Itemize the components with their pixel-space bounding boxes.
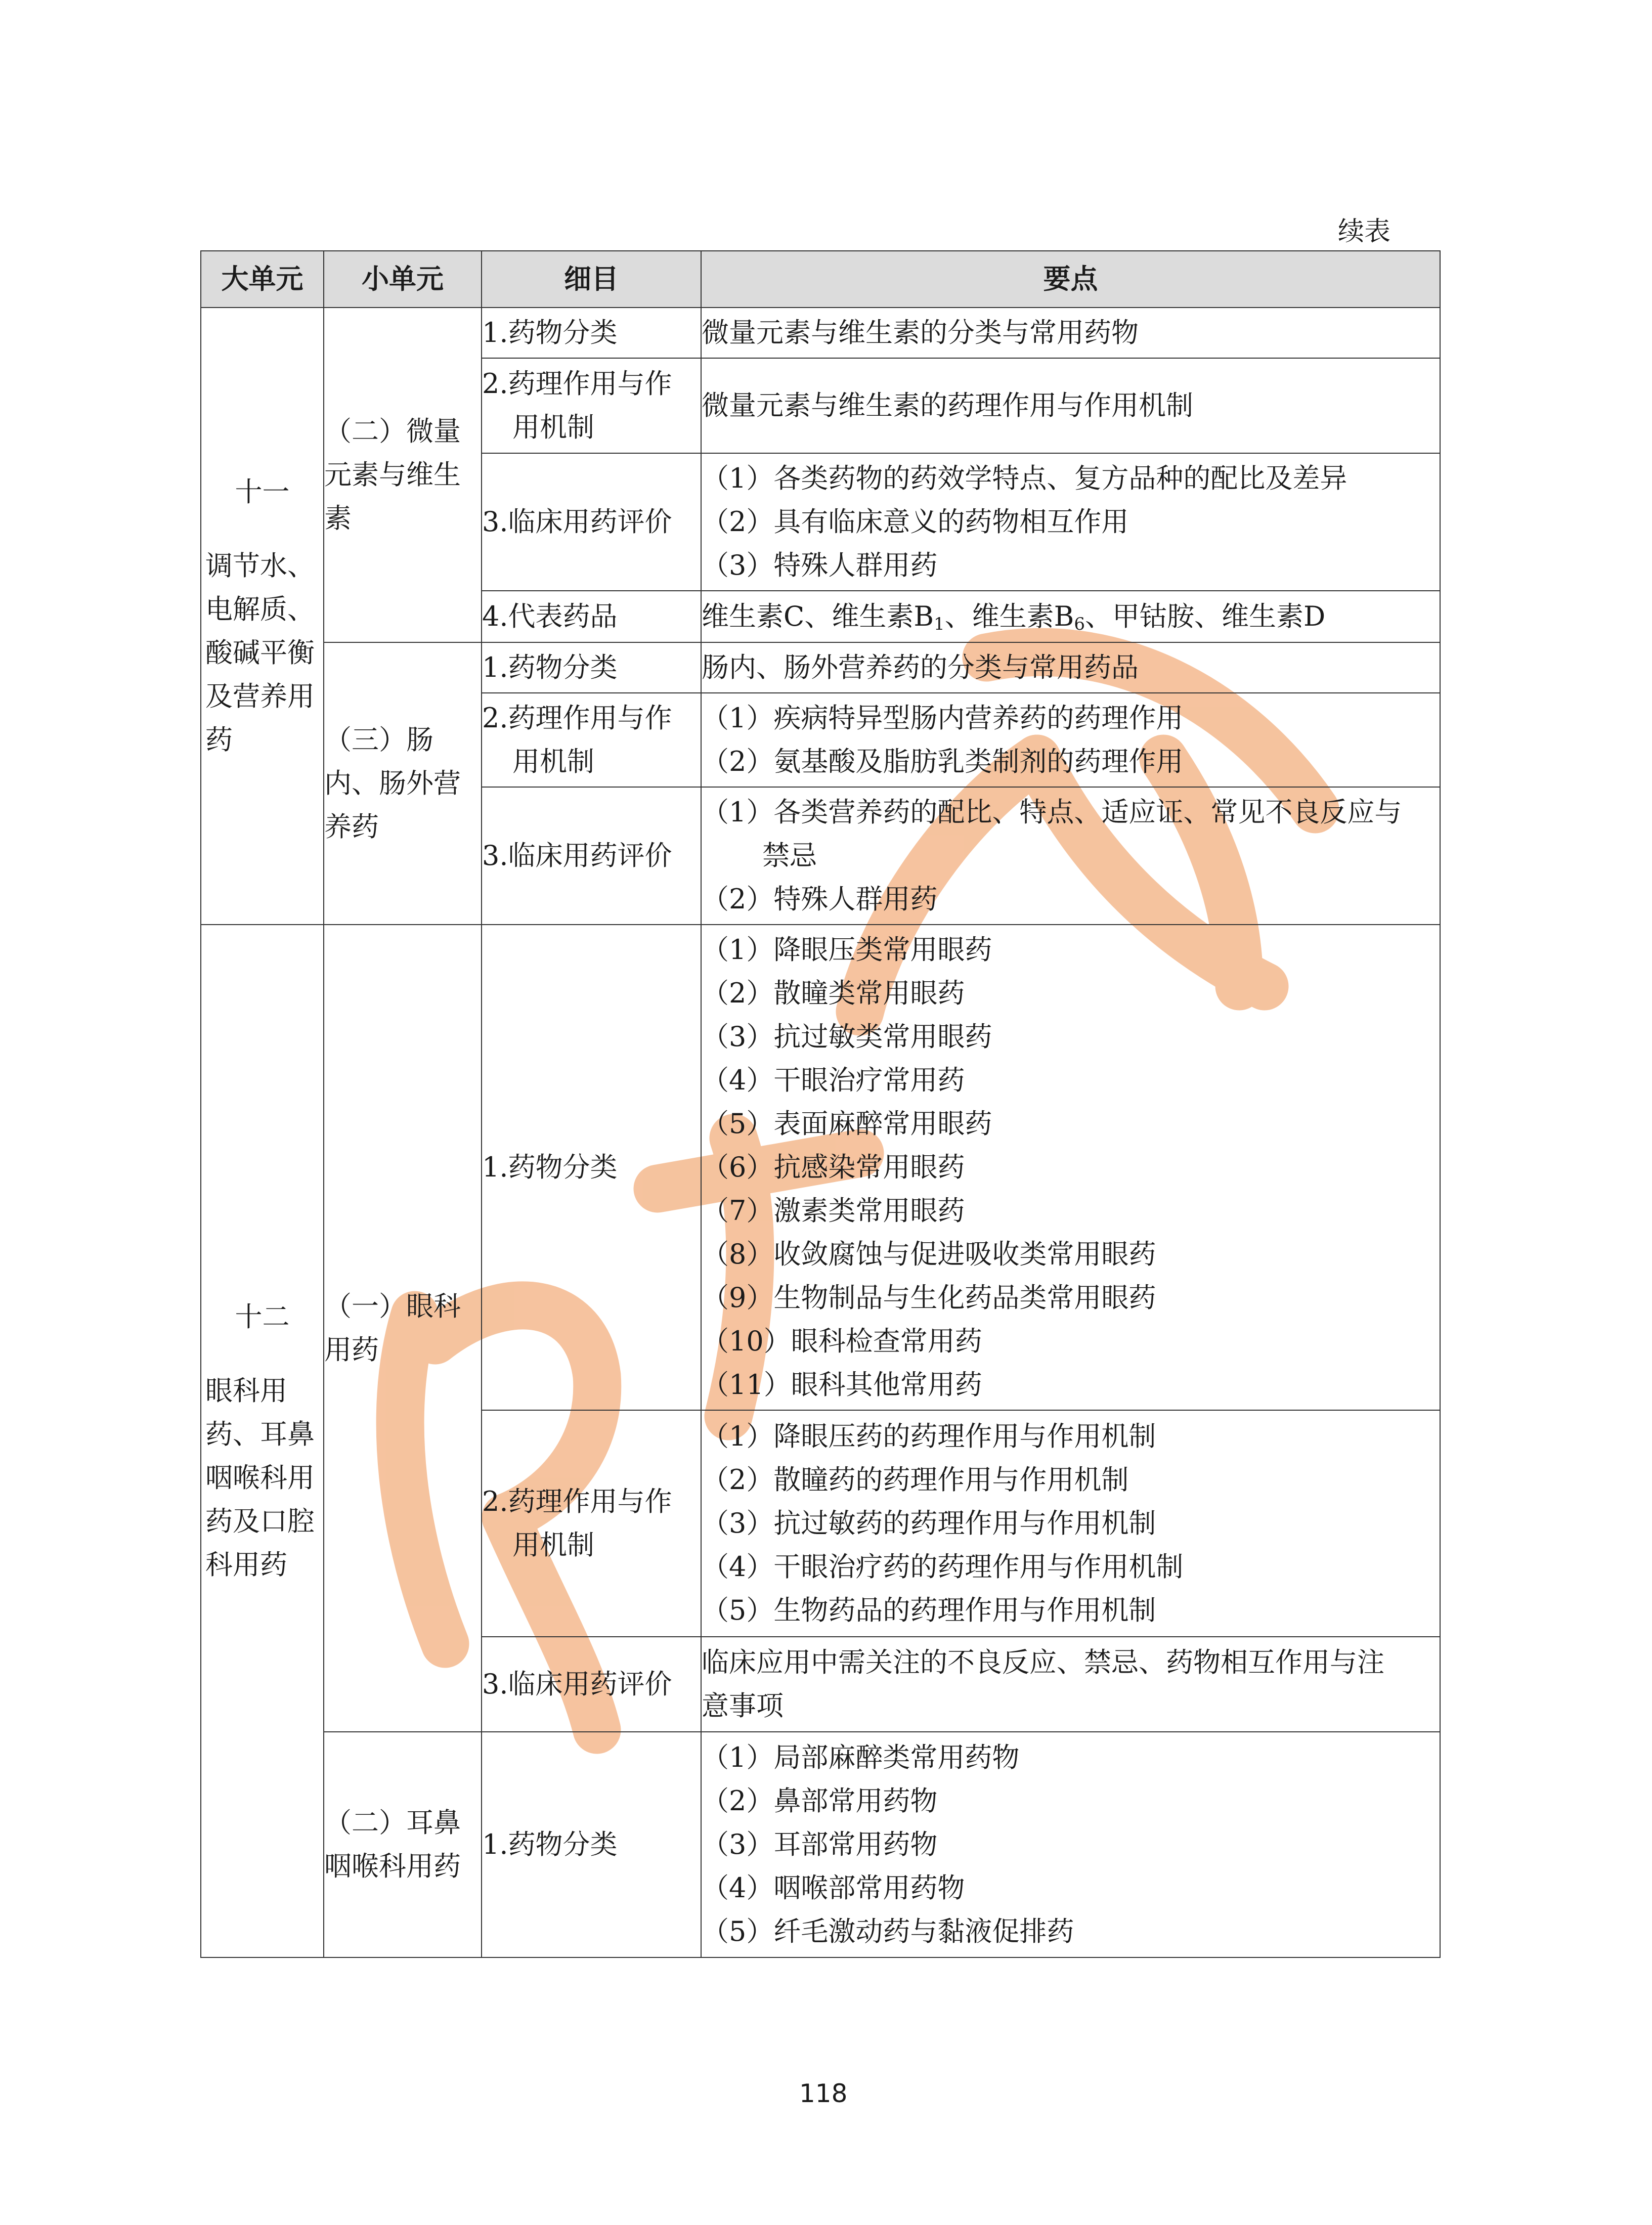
point-line: （4）干眼治疗常用药 — [702, 1064, 965, 1096]
subscript: 1 — [934, 614, 945, 634]
unit-number: 十一 — [235, 476, 290, 508]
point-line: （1）各类药物的药效学特点、复方品种的配比及差异 — [702, 462, 1347, 494]
points-cell — [701, 358, 1440, 453]
detail-cell: 1.药物分类 — [482, 925, 701, 1410]
point-line: 禁忌 — [762, 840, 817, 871]
point-line: （10）眼科检查常用药 — [702, 1325, 982, 1357]
point-line: （4）咽喉部常用药物 — [702, 1872, 965, 1904]
points-cell — [701, 308, 1440, 358]
point-line: （9）生物制品与生化药品类常用眼药 — [702, 1282, 1156, 1314]
point-line: （2）散瞳类常用眼药 — [702, 977, 965, 1009]
detail-cell — [482, 358, 701, 453]
detail-line: 用机制 — [512, 746, 594, 777]
detail-cell: 1.药物分类 — [482, 1732, 701, 1957]
point-line: （3）抗过敏药的药理作用与作用机制 — [702, 1507, 1156, 1539]
header-major-unit: 大单元 — [201, 251, 324, 308]
point-line: （7）激素类常用眼药 — [702, 1195, 965, 1227]
detail-cell: 3.临床用药评价 — [482, 1637, 701, 1732]
text-run: 、甲钴胺、维生素D — [1084, 600, 1326, 632]
table-row — [201, 308, 1440, 358]
point-line: （4）干眼治疗药的药理作用与作用机制 — [702, 1551, 1184, 1583]
detail-cell: 4.代表药品 — [482, 591, 701, 642]
table-row — [201, 925, 1440, 1410]
continued-label: 续表 — [1338, 216, 1391, 247]
sub-unit-cell: （二）耳鼻咽喉科用药 — [324, 1732, 482, 1957]
detail-cell: 1.药物分类 — [482, 308, 701, 358]
unit-number: 十二 — [235, 1301, 290, 1333]
points-cell — [701, 925, 1440, 1410]
point-line: （11）眼科其他常用药 — [702, 1369, 982, 1401]
point-line: （3）耳部常用药物 — [702, 1828, 938, 1860]
point-line — [702, 595, 1440, 638]
detail-line: 用机制 — [512, 1529, 594, 1561]
header-key-points: 要点 — [701, 251, 1440, 308]
points-cell — [701, 591, 1440, 642]
point-line: （1）各类营养药的配比、特点、适应证、常见不良反应与 — [702, 796, 1402, 828]
sub-unit-cell: （二）微量元素与维生素 — [324, 308, 482, 642]
text-run: 维生素C、维生素B — [702, 600, 934, 632]
major-unit-cell — [201, 925, 324, 1957]
point-line: （5）表面麻醉常用眼药 — [702, 1108, 992, 1140]
point-line: （3）特殊人群用药 — [702, 549, 938, 581]
point-line: （1）降眼压类常用眼药 — [702, 934, 992, 966]
points-cell — [701, 453, 1440, 591]
points-cell — [701, 1732, 1440, 1957]
point-line: （2）具有临床意义的药物相互作用 — [702, 506, 1129, 538]
point-line: （2）特殊人群用药 — [702, 883, 938, 915]
points-cell — [701, 787, 1440, 925]
sub-unit-cell: （一）眼科用药 — [324, 925, 482, 1732]
point-line: （5）生物药品的药理作用与作用机制 — [702, 1594, 1156, 1626]
point-line: （2）氨基酸及脂肪乳类制剂的药理作用 — [702, 746, 1184, 777]
point-line: （5）纤毛激动药与黏液促排药 — [702, 1915, 1074, 1947]
detail-line: 2.药理作用与作 — [482, 702, 672, 734]
point-line: （2）散瞳药的药理作用与作用机制 — [702, 1464, 1129, 1496]
page-number: 118 — [799, 2079, 848, 2108]
points-cell — [701, 693, 1440, 787]
detail-cell — [482, 693, 701, 787]
unit-name: 调节水、电解质、酸碱平衡及营养用药 — [205, 550, 315, 756]
detail-line: 用机制 — [512, 411, 594, 443]
point-line: （1）降眼压药的药理作用与作用机制 — [702, 1420, 1156, 1452]
major-unit-cell — [201, 308, 324, 925]
point-line: （2）鼻部常用药物 — [702, 1785, 938, 1817]
point-line: （3）抗过敏类常用眼药 — [702, 1021, 992, 1053]
detail-cell: 1.药物分类 — [482, 642, 701, 693]
point-line: （8）收敛腐蚀与促进吸收类常用眼药 — [702, 1238, 1156, 1270]
points-cell — [701, 1410, 1440, 1637]
detail-line: 2.药理作用与作 — [482, 1486, 672, 1517]
point-line: 意事项 — [702, 1690, 784, 1722]
subscript: 6 — [1074, 614, 1085, 634]
point-line: （6）抗感染常用眼药 — [702, 1151, 965, 1183]
points-cell — [701, 642, 1440, 693]
point-line: 微量元素与维生素的分类与常用药物 — [702, 317, 1139, 348]
points-cell — [701, 1637, 1440, 1732]
header-detail: 细目 — [482, 251, 701, 308]
detail-cell: 3.临床用药评价 — [482, 787, 701, 925]
point-line: 临床应用中需关注的不良反应、禁忌、药物相互作用与注 — [702, 1646, 1384, 1678]
table-row — [201, 1732, 1440, 1957]
table-header-row — [201, 251, 1440, 308]
sub-unit-cell: （三）肠内、肠外营养药 — [324, 642, 482, 925]
unit-name: 眼科用药、耳鼻咽喉科用药及口腔科用药 — [205, 1375, 315, 1581]
detail-cell — [482, 1410, 701, 1637]
exam-outline-table — [200, 250, 1441, 1958]
point-line: 微量元素与维生素的药理作用与作用机制 — [702, 389, 1193, 421]
point-line: （1）疾病特异型肠内营养药的药理作用 — [702, 702, 1184, 734]
detail-cell: 3.临床用药评价 — [482, 453, 701, 591]
detail-line: 2.药理作用与作 — [482, 368, 672, 400]
point-line: 肠内、肠外营养药的分类与常用药品 — [702, 651, 1139, 683]
point-line: （1）局部麻醉类常用药物 — [702, 1741, 1020, 1773]
header-sub-unit: 小单元 — [324, 251, 482, 308]
text-run: 、维生素B — [944, 600, 1074, 632]
table-row — [201, 642, 1440, 693]
